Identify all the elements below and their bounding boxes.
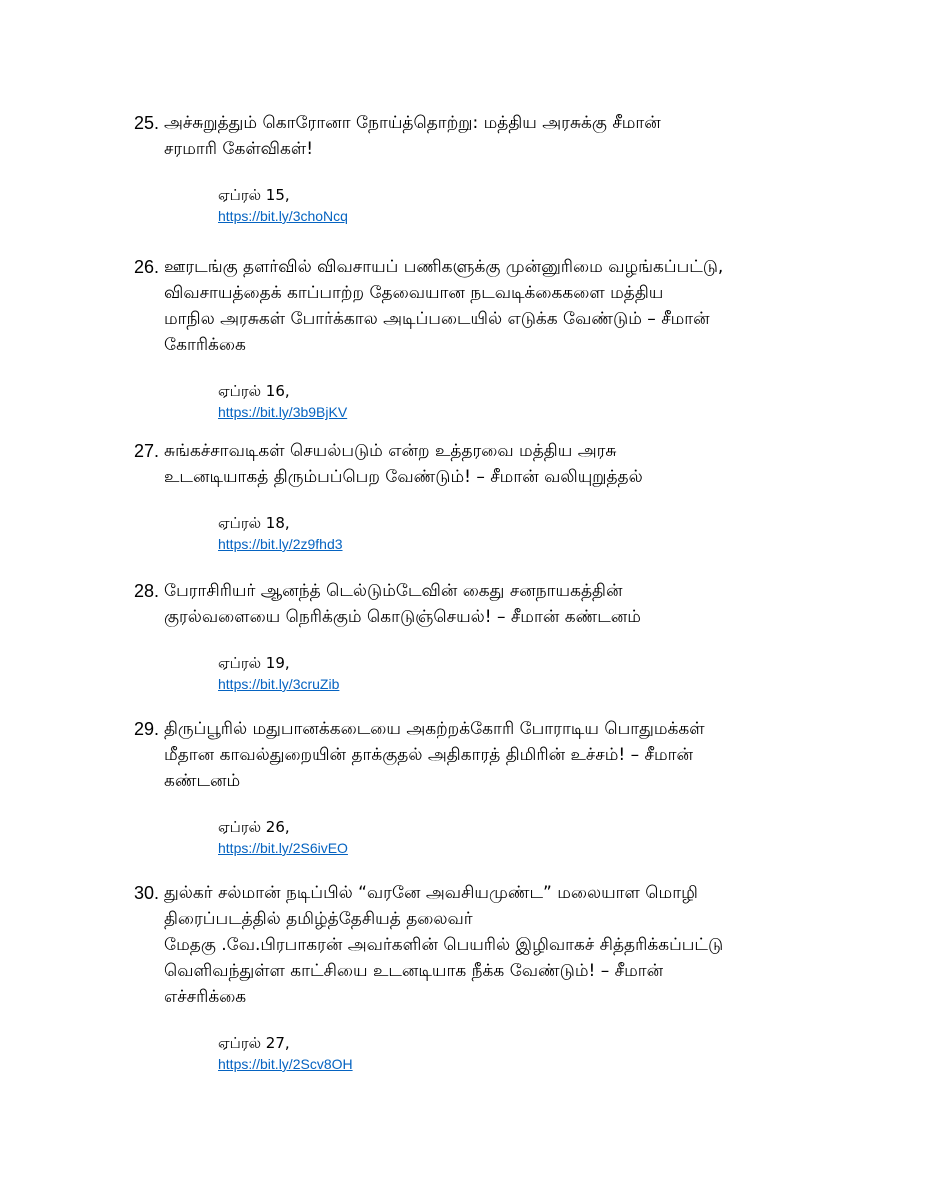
entry-title: பேராசிரியர் ஆனந்த் டெல்டும்டேவின் கைது சனநாயகத்தின் குரல்வளையை நெரிக்கும் கொடுஞ்செயல்! – சீமான் கண்டனம் <box>164 581 641 627</box>
entry-link[interactable]: https://bit.ly/3b9BjKV <box>218 404 348 420</box>
entry-number: 26. <box>134 257 160 277</box>
entry-date: ஏப்ரல் 16, <box>218 382 290 400</box>
entry-title: அச்சுறுத்தும் கொரோனா நோய்த்தொற்று: மத்திய அரசுக்கு சீமான் சரமாரி கேள்விகள்! <box>164 113 661 159</box>
entry-link[interactable]: https://bit.ly/3cruZib <box>218 676 340 692</box>
entry-number: 30. <box>134 883 160 903</box>
entry-heading <box>134 254 834 358</box>
entry-date: ஏப்ரல் 15, <box>218 186 290 204</box>
entry-heading <box>134 438 834 490</box>
entry-meta <box>218 184 834 226</box>
list-item <box>134 438 834 554</box>
entry-meta <box>218 1032 834 1074</box>
list-item <box>134 716 834 858</box>
entry-heading <box>134 716 834 794</box>
entry-date: ஏப்ரல் 26, <box>218 818 290 836</box>
list-item <box>134 880 834 1074</box>
entry-meta <box>218 380 834 422</box>
entry-title: திருப்பூரில் மதுபானக்கடையை அகற்றக்கோரி போராடிய பொதுமக்கள் மீதான காவல்துறையின் தாக்குதல் அதிகாரத் திமிரின் உச்சம்! – சீமான் கண்டனம் <box>164 719 705 791</box>
entry-number: 28. <box>134 581 160 601</box>
entry-number: 29. <box>134 719 160 739</box>
entry-heading <box>134 880 834 1010</box>
entry-date: ஏப்ரல் 19, <box>218 654 290 672</box>
list-item <box>134 110 834 226</box>
entry-title: சுங்கச்சாவடிகள் செயல்படும் என்ற உத்தரவை மத்திய அரசு உடனடியாகத் திரும்பப்பெற வேண்டும்! – சீமான் வலியுறுத்தல் <box>164 441 643 487</box>
entry-link[interactable]: https://bit.ly/3choNcq <box>218 208 348 224</box>
entry-title: ஊரடங்கு தளர்வில் விவசாயப் பணிகளுக்கு முன்னுரிமை வழங்கப்பட்டு, விவசாயத்தைக் காப்பாற்ற தேவையான நடவடிக்கைகளை மத்திய மாநில அரசுகள் போர்க்கால அடிப்படையில் எடுக்க வேண்டும் – சீமான் கோரிக்கை <box>164 257 724 355</box>
entry-number: 25. <box>134 113 160 133</box>
entry-link[interactable]: https://bit.ly/2z9fhd3 <box>218 536 343 552</box>
list-item <box>134 578 834 694</box>
entry-date: ஏப்ரல் 27, <box>218 1034 290 1052</box>
entry-date: ஏப்ரல் 18, <box>218 514 290 532</box>
entry-heading <box>134 578 834 630</box>
entry-meta <box>218 816 834 858</box>
list-item <box>134 254 834 422</box>
entry-meta <box>218 512 834 554</box>
entry-link[interactable]: https://bit.ly/2S6ivEO <box>218 840 348 856</box>
entry-number: 27. <box>134 441 160 461</box>
entry-heading <box>134 110 834 162</box>
entry-link[interactable]: https://bit.ly/2Scv8OH <box>218 1056 353 1072</box>
entry-meta <box>218 652 834 694</box>
entry-title: துல்கர் சல்மான் நடிப்பில் “வரனே அவசியமுண்ட” மலையாள மொழி திரைப்படத்தில் தமிழ்த்தேசியத் தலைவர் மேதகு .வே.பிரபாகரன் அவர்களின் பெயரில் இழிவாகச் சித்தரிக்கப்பட்டு வெளிவந்துள்ள காட்சியை உடனடியாக நீக்க வேண்டும்! – சீமான் எச்சரிக்கை <box>164 883 724 1007</box>
